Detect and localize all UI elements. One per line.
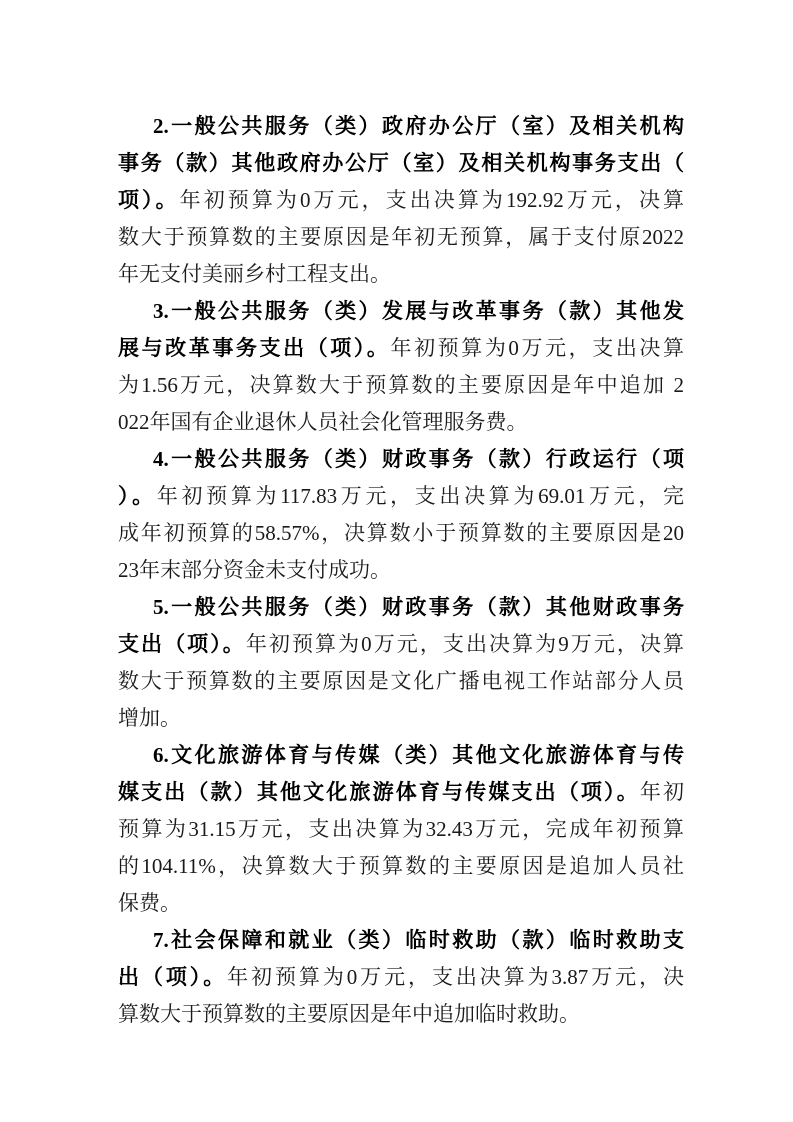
text-line bbox=[118, 996, 684, 1033]
text-line bbox=[118, 478, 684, 515]
body-text: 年初预算为0万元，支出决算为192.92万元，决算 bbox=[179, 188, 684, 212]
text-line bbox=[118, 885, 684, 922]
body-text: 数大于预算数的主要原因是年初无预算，属于支付原2022 bbox=[118, 225, 684, 249]
text-line bbox=[118, 404, 684, 441]
body-text: 022年国有企业退休人员社会化管理服务费。 bbox=[118, 410, 528, 434]
text-line bbox=[118, 848, 684, 885]
text-line bbox=[118, 108, 684, 145]
bold-heading-text: 6.文化旅游体育与传媒（类）其他文化旅游体育与传 bbox=[153, 743, 684, 767]
paragraph-item-7 bbox=[118, 922, 684, 1033]
paragraph-item-2 bbox=[118, 108, 684, 293]
body-text: 为1.56万元，决算数大于预算数的主要原因是年中追加 2 bbox=[118, 373, 684, 397]
paragraph-item-6 bbox=[118, 737, 684, 922]
bold-heading-text: 项）。 bbox=[118, 188, 180, 212]
text-line bbox=[118, 293, 684, 330]
paragraph-item-4 bbox=[118, 441, 684, 589]
text-line bbox=[118, 145, 684, 182]
text-line bbox=[118, 219, 684, 256]
text-line bbox=[118, 922, 684, 959]
body-text: 年无支付美丽乡村工程支出。 bbox=[118, 262, 391, 286]
text-line bbox=[118, 256, 684, 293]
bold-heading-text: 支出（项）。 bbox=[118, 632, 246, 656]
body-text: 年初预算为117.83万元，支出决算为69.01万元，完 bbox=[156, 484, 684, 508]
text-line bbox=[118, 811, 684, 848]
bold-heading-text: 事务（款）其他政府办公厅（室）及相关机构事务支出（ bbox=[118, 151, 684, 175]
body-text: 数大于预算数的主要原因是文化广播电视工作站部分人员 bbox=[118, 669, 684, 693]
text-line bbox=[118, 441, 684, 478]
text-line bbox=[118, 959, 684, 996]
text-line bbox=[118, 330, 684, 367]
bold-heading-text: 7.社会保障和就业（类）临时救助（款）临时救助支 bbox=[153, 928, 684, 952]
body-text: 的104.11%，决算数大于预算数的主要原因是追加人员社 bbox=[118, 854, 684, 878]
bold-heading-text: 媒支出（款）其他文化旅游体育与传媒支出（项）。 bbox=[118, 780, 640, 804]
paragraph-item-3 bbox=[118, 293, 684, 441]
body-text: 23年末部分资金未支付成功。 bbox=[118, 558, 391, 582]
body-text: 年初预算为0万元，支出决算为9万元，决算 bbox=[245, 632, 684, 656]
text-line bbox=[118, 182, 684, 219]
bold-heading-text: 3.一般公共服务（类）发展与改革事务（款）其他发 bbox=[153, 299, 684, 323]
body-text: 年初预算为0万元，支出决算 bbox=[390, 336, 684, 360]
text-line bbox=[118, 663, 684, 700]
body-text: 保费。 bbox=[118, 891, 181, 915]
body-text: 增加。 bbox=[118, 706, 181, 730]
document-body bbox=[118, 108, 684, 1033]
text-line bbox=[118, 737, 684, 774]
text-line bbox=[118, 774, 684, 811]
text-line bbox=[118, 552, 684, 589]
body-text: 算数大于预算数的主要原因是年中追加临时救助。 bbox=[118, 1002, 580, 1026]
text-line bbox=[118, 700, 684, 737]
body-text: 年初 bbox=[639, 780, 684, 804]
text-line bbox=[118, 589, 684, 626]
body-text: 年初预算为0万元，支出决算为3.87万元，决 bbox=[227, 965, 684, 989]
text-line bbox=[118, 367, 684, 404]
text-line bbox=[118, 626, 684, 663]
bold-heading-text: 出（项）。 bbox=[118, 965, 228, 989]
bold-heading-text: ）。 bbox=[118, 484, 157, 508]
bold-heading-text: 4.一般公共服务（类）财政事务（款）行政运行（项 bbox=[153, 447, 684, 471]
bold-heading-text: 5.一般公共服务（类）财政事务（款）其他财政事务 bbox=[153, 595, 684, 619]
bold-heading-text: 2.一般公共服务（类）政府办公厅（室）及相关机构 bbox=[153, 114, 684, 138]
body-text: 预算为31.15万元，支出决算为32.43万元，完成年初预算 bbox=[118, 817, 684, 841]
text-line bbox=[118, 515, 684, 552]
paragraph-item-5 bbox=[118, 589, 684, 737]
body-text: 成年初预算的58.57%，决算数小于预算数的主要原因是20 bbox=[118, 521, 684, 545]
bold-heading-text: 展与改革事务支出（项）。 bbox=[118, 336, 391, 360]
